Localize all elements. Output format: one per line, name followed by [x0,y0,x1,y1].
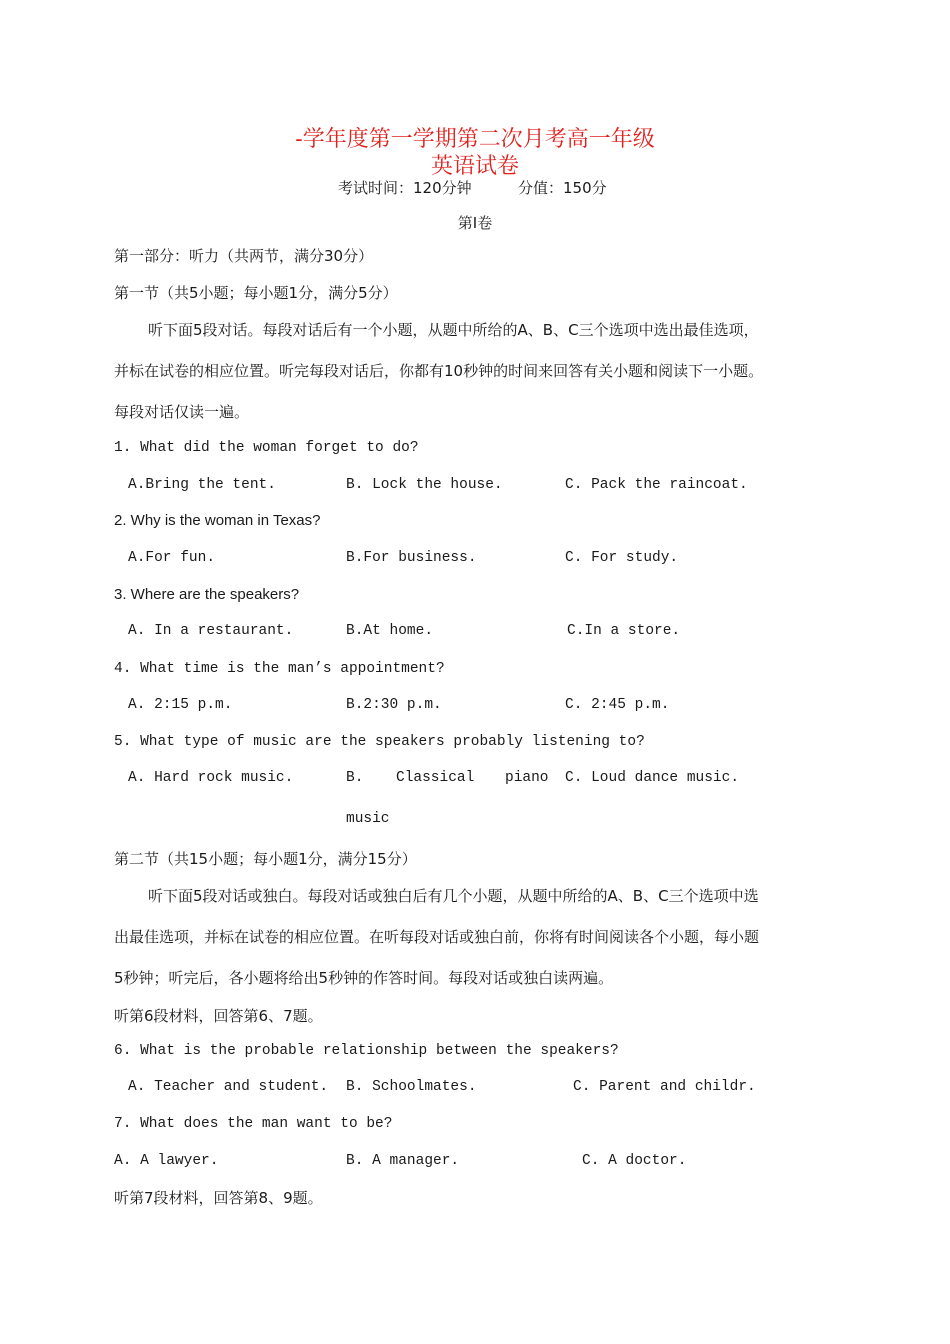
section2-instruction-1: 听下面5段对话或独白。每段对话或独白后有几个小题，从题中所给的A、B、C三个选项中选 [148,887,759,905]
section1-instruction-2: 并标在试卷的相应位置。听完每段对话后，你都有10秒钟的时间来回答有关小题和阅读下一小题。 [114,362,764,380]
q5-option-b-word1: Classical [396,770,475,786]
q7-option-a: A. A lawyer. [114,1153,219,1169]
q1-option-a: A.Bring the tent. [128,477,276,493]
q3-option-c: C.In a store. [567,623,681,639]
q5-option-b-word3: music [346,811,390,827]
material-6-note: 听第6段材料，回答第6、7题。 [114,1007,323,1025]
question-4: 4. What time is the man’s appointment? [114,661,445,677]
q4-option-a: A. 2:15 p.m. [128,697,233,713]
q5-option-a: A. Hard rock music. [128,770,294,786]
section1-heading: 第一节（共5小题；每小题1分，满分5分） [114,284,398,302]
q2-option-b: B.For business. [346,550,477,566]
q3-option-b: B.At home. [346,623,434,639]
part1-heading: 第一部分：听力（共两节，满分30分） [114,247,374,265]
q1-option-c: C. Pack the raincoat. [565,477,748,493]
q2-option-a: A.For fun. [128,550,216,566]
material-7-note: 听第7段材料，回答第8、9题。 [114,1189,323,1207]
volume-label: 第Ⅰ卷 [457,214,493,232]
section2-instruction-3: 5秒钟；听完后，各小题将给出5秒钟的作答时间。每段对话或独白读两遍。 [114,969,614,987]
question-6: 6. What is the probable relationship between the speakers? [114,1043,619,1059]
q4-option-b: B.2:30 p.m. [346,697,442,713]
exam-time: 考试时间：120分钟 [338,179,472,197]
section1-instruction-3: 每段对话仅读一遍。 [114,403,250,421]
question-3: 3. Where are the speakers? [114,586,300,603]
exam-score: 分值：150分 [518,179,607,197]
question-5: 5. What type of music are the speakers probably listening to? [114,734,645,750]
title-line1: -学年度第一学期第二次月考高一年级 [295,127,655,152]
question-2: 2. Why is the woman in Texas? [114,512,321,529]
question-7: 7. What does the man want to be? [114,1116,393,1132]
q5-option-b-word2: piano [505,770,549,786]
section2-instruction-2: 出最佳选项，并标在试卷的相应位置。在听每段对话或独白前，你将有时间阅读各个小题，每小题 [114,928,760,946]
q5-option-b-letter: B. [346,770,364,786]
q4-option-c: C. 2:45 p.m. [565,697,670,713]
title-line2: 英语试卷 [430,154,519,179]
question-1: 1. What did the woman forget to do? [114,440,419,456]
q3-option-a: A. In a restaurant. [128,623,294,639]
q6-option-b: B. Schoolmates. [346,1079,477,1095]
q7-option-c: C. A doctor. [582,1153,687,1169]
q2-option-c: C. For study. [565,550,679,566]
q1-option-b: B. Lock the house. [346,477,503,493]
q5-option-c: C. Loud dance music. [565,770,740,786]
section1-instruction-1: 听下面5段对话。每段对话后有一个小题，从题中所给的A、B、C三个选项中选出最佳选项， [148,321,759,339]
section2-heading: 第二节（共15小题；每小题1分，满分15分） [114,850,417,868]
q7-option-b: B. A manager. [346,1153,460,1169]
q6-option-a: A. Teacher and student. [128,1079,329,1095]
q6-option-c: C. Parent and childr. [573,1079,756,1095]
